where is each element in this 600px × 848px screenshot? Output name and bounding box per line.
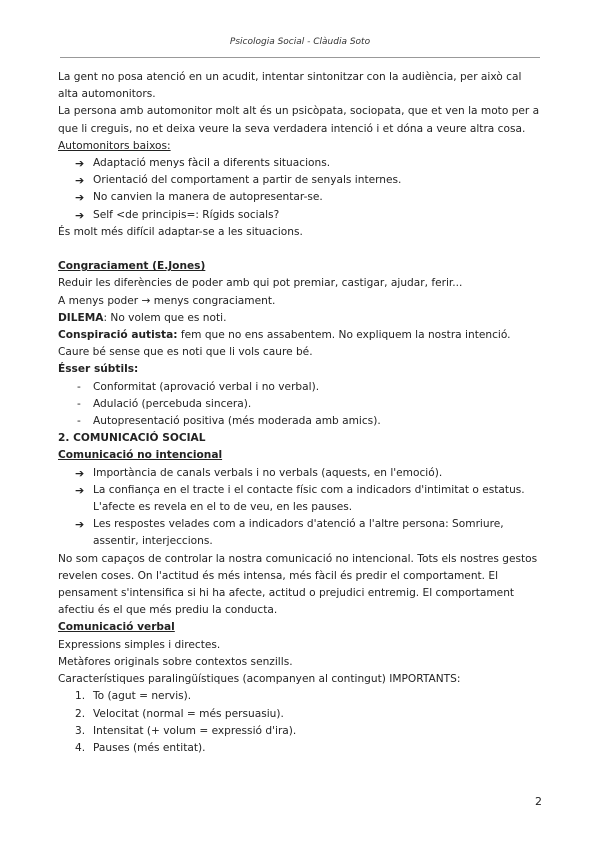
- paralinguistic-list: [58, 688, 544, 757]
- list-item: ➔ Self <de principis=: Rígids socials?: [58, 207, 544, 224]
- paragraph: És molt més difícil adaptar-se a les situacions.: [58, 225, 303, 238]
- arrow-icon: ➔: [75, 208, 85, 222]
- list-item: ➔ Orientació del comportament a partir de senyals internes.: [58, 172, 544, 189]
- list-item: ➔ Les respostes velades com a indicadors d'atenció a l'altre persona: Somriure, assentir, interjeccions.: [75, 518, 504, 548]
- list-item: ➔ Adaptació menys fàcil a diferents situacions.: [58, 155, 544, 172]
- list-item: - Conformitat (aprovació verbal i no verbal).: [58, 379, 544, 396]
- paragraph: Reduir les diferències de poder amb qui pot premiar, castigar, ajudar, ferir...: [58, 277, 463, 290]
- dash-marker: -: [77, 415, 81, 428]
- arrow-icon: ➔: [75, 483, 85, 497]
- dash-marker: -: [77, 397, 81, 410]
- paragraph-conspiracio: Conspiració autista: fem que no ens assabentem. No expliquem la nostra intenció. Caure bé sense que es noti que li vols caure bé.: [58, 329, 511, 359]
- paragraph: La persona amb automonitor molt alt és un psicòpata, sociopata, que et ven la moto per a que li creguis, no et deixa veure la seva verdadera intenció i et dóna a veure altra cosa.: [58, 105, 540, 135]
- list-number: 2.: [75, 707, 86, 720]
- paragraph: Metàfores originals sobre contextos senzills.: [58, 655, 293, 668]
- header-divider: [60, 57, 540, 58]
- list-item: 2. Velocitat (normal = més persuasiu).: [58, 706, 544, 723]
- subtils-list: [58, 379, 544, 431]
- section-heading-subtils: Ésser súbtils:: [58, 363, 139, 376]
- arrow-icon: ➔: [75, 174, 85, 188]
- automonitors-list: [58, 155, 544, 224]
- list-item: - Autopresentació positiva (més moderada amb amics).: [58, 413, 544, 430]
- paragraph: A menys poder → menys congraciament.: [58, 294, 276, 307]
- dash-marker: -: [77, 380, 81, 393]
- paragraph: La gent no posa atenció en un acudit, intentar sintonitzar con la audiència, per això cal alta automonitors.: [58, 71, 522, 101]
- list-item: ➔ Importància de canals verbals i no verbals (aquests, en l'emoció).: [58, 465, 544, 482]
- document-body: [58, 69, 544, 757]
- paragraph: Expressions simples i directes.: [58, 638, 221, 651]
- list-item: 3. Intensitat (+ volum = expressió d'ira).: [58, 723, 544, 740]
- page-header-title: Psicologia Social - Clàudia Soto: [229, 37, 371, 47]
- section-heading-no-intencional: Comunicació no intencional: [58, 449, 223, 462]
- paragraph: Característiques paralingüístiques (acompanyen al contingut) IMPORTANTS:: [58, 673, 461, 686]
- page-number: 2: [535, 795, 542, 808]
- section-heading-automonitors: Automonitors baixos:: [58, 139, 171, 152]
- list-item: 1. To (agut = nervis).: [58, 688, 544, 705]
- list-number: 4.: [75, 741, 86, 754]
- paragraph: No som capaços de controlar la nostra comunicació no intencional. Tots els nostres gestos revelen coses. On l'actitud és més intensa, més fàcil és predir el comportament. El pensament s'intensifica si hi ha afecte, actitud o prejudici entremig. El comportament afectiu és el que més prediu la conducta.: [58, 552, 538, 617]
- list-item: - Adulació (percebuda sincera).: [58, 396, 544, 413]
- section-heading-comunicacio-social: 2. COMUNICACIÓ SOCIAL: [58, 432, 206, 445]
- paragraph-dilema: DILEMA: No volem que es noti.: [58, 311, 227, 324]
- arrow-icon: ➔: [75, 466, 85, 480]
- arrow-icon: ➔: [75, 518, 85, 532]
- list-item: ➔ La confiança en el tracte i el contacte físic com a indicadors d'intimitat o estatus. L'afecte es revela en el to de veu, en les pauses.: [75, 483, 525, 514]
- arrow-icon: ➔: [75, 157, 85, 171]
- list-item: ➔ No canvien la manera de autopresentar-se.: [58, 189, 544, 206]
- no-intencional-list: [58, 465, 544, 551]
- spacer: [58, 241, 544, 258]
- section-heading-congraciament: Congraciament (E.Jones): [58, 260, 206, 273]
- section-heading-verbal: Comunicació verbal: [58, 621, 175, 634]
- list-item: 4. Pauses (més entitat).: [58, 740, 544, 757]
- list-number: 1.: [75, 690, 86, 703]
- list-number: 3.: [75, 724, 86, 737]
- arrow-icon: ➔: [75, 191, 85, 205]
